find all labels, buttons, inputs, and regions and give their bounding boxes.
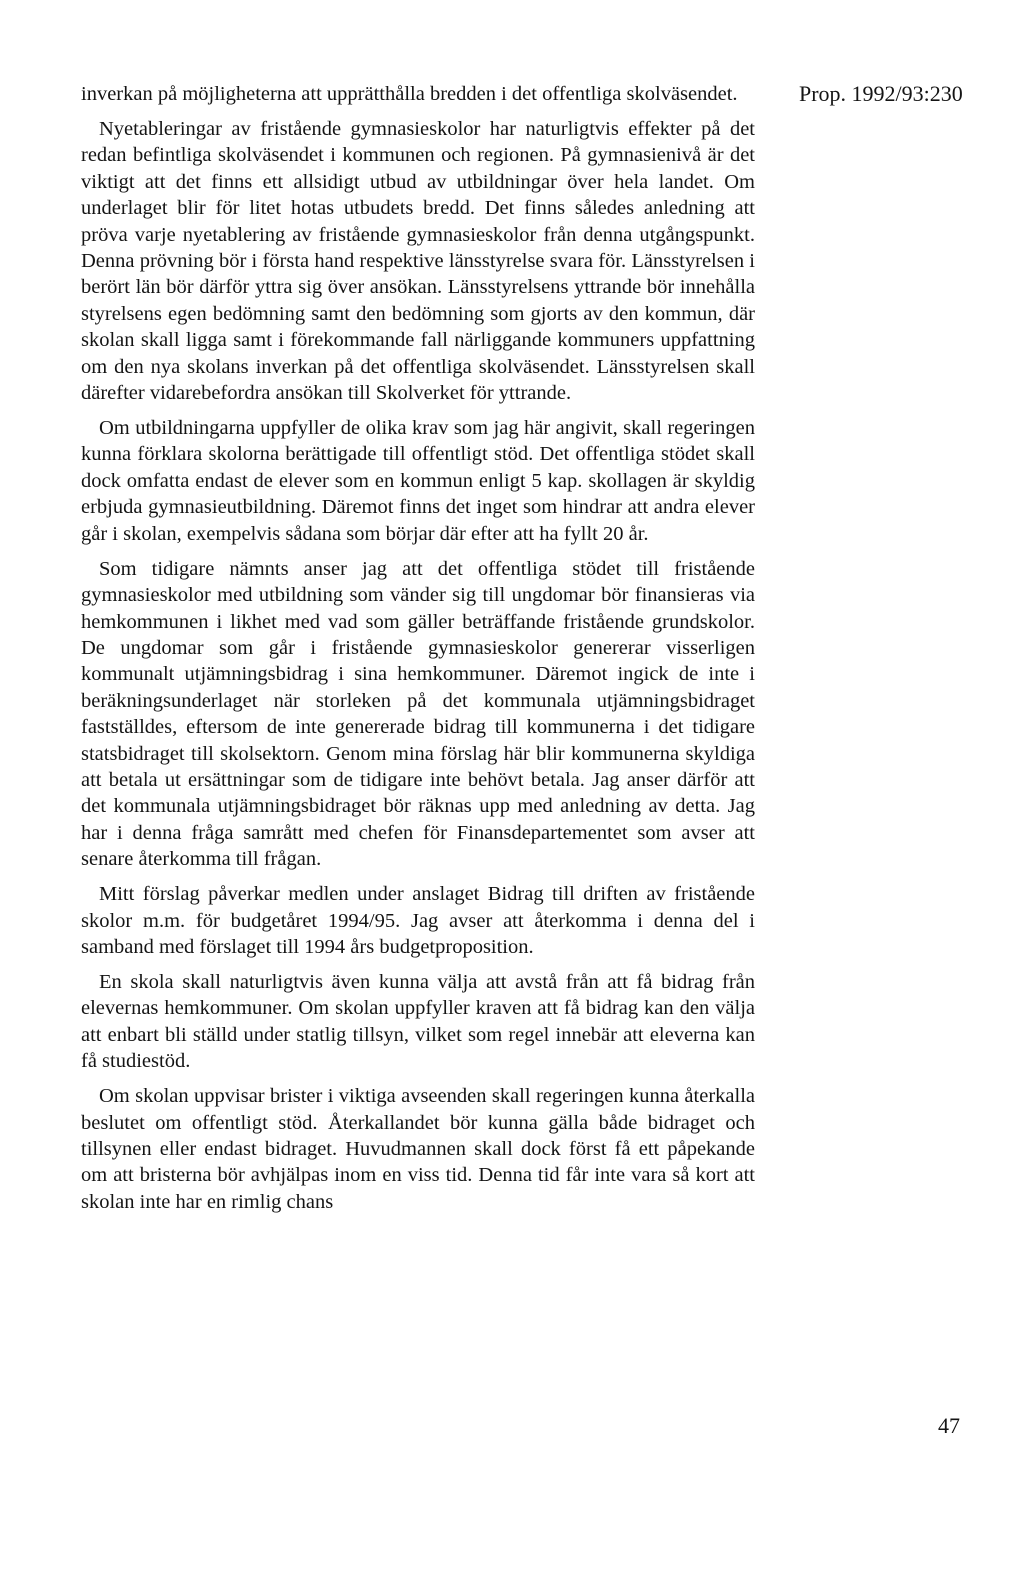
- proposition-reference: Prop. 1992/93:230: [799, 81, 963, 106]
- paragraph: Nyetableringar av fristående gymnasieskolor har naturligtvis effekter på det redan befintliga skolväsendet i kommunen och regionen. På gymnasienivå är det viktigt att det finns ett allsidigt utbud av utbildningar över hela landet. Om underlaget blir för litet hotas utbudets bredd. Det finns således anledning att pröva varje nyetablering av fristående gymnasieskolor från denna utgångspunkt. Denna prövning bör i första hand respektive länsstyrelse svara för. Länsstyrelsen i berört län bör därför yttra sig över ansökan. Länsstyrelsens yttrande bör innehålla styrelsens egen bedömning samt den bedömning som gjorts av den kommun, där skolan skall ligga samt i förekommande fall närliggande kommuners uppfattning om den nya skolans inverkan på det offentliga skolväsendet. Länsstyrelsen skall därefter vidarebefordra ansökan till Skolverket för yttrande.: [81, 118, 755, 405]
- paragraph: Mitt förslag påverkar medlen under anslaget Bidrag till driften av fristående skolor m.m. för budgetåret 1994/95. Jag avser att återkomma i denna del i samband med förslaget till 1994 års budgetproposition.: [81, 883, 755, 958]
- paragraph: Om utbildningarna uppfyller de olika krav som jag här angivit, skall regeringen kunna förklara skolorna berättigade till offentligt stöd. Det offentliga stödet skall dock omfatta endast de elever som en kommun enligt 5 kap. skollagen är skyldig erbjuda gymnasieutbildning. Däremot finns det inget som hindrar att andra elever går i skolan, exempelvis sådana som börjar där efter att ha fyllt 20 år.: [81, 417, 755, 545]
- paragraph: Som tidigare nämnts anser jag att det offentliga stödet till fristående gymnasieskolor med utbildning som vänder sig till ungdomar bör finansieras via hemkommunen i likhet med vad som gäller beträffande fristående grundskolor. De ungdomar som går i fristående gymnasieskolor genererar visserligen kommunalt utjämningsbidrag i sina hemkommuner. Däremot ingick de inte i beräkningsunderlaget när storleken på det kommunala utjämningsbidraget fastställdes, eftersom de inte genererade bidrag till kommunerna i det tidigare statsbidraget till skolsektorn. Genom mina förslag här blir kommunerna skyldiga att betala ut ersättningar som de tidigare inte behövt betala. Jag anser därför att det kommunala utjämningsbidraget bör räknas upp med anledning av detta. Jag har i denna fråga samrått med chefen för Finansdepartementet som avser att senare återkomma till frågan.: [81, 557, 755, 871]
- paragraph: Om skolan uppvisar brister i viktiga avseenden skall regeringen kunna återkalla beslutet om offentligt stöd. Återkallandet bör kunna gälla både bidraget och tillsynen eller endast bidraget. Huvudmannen skall dock först få ett påpekande om att bristerna bör avhjälpas inom en viss tid. Denna tid får inte vara så kort att skolan inte har en rimlig chans: [81, 1085, 755, 1213]
- page-number: 47: [938, 1413, 960, 1438]
- paragraph: En skola skall naturligtvis även kunna välja att avstå från att få bidrag från elevernas hemkommuner. Om skolan uppfyller kraven att få bidrag kan den välja att enbart bli ställd under statlig tillsyn, vilket som regel innebär att eleverna kan få studiestöd.: [81, 970, 755, 1073]
- paragraph-continuation: inverkan på möjligheterna att upprätthålla bredden i det offentliga skolväsendet.: [81, 83, 738, 105]
- body-text: [81, 81, 755, 1224]
